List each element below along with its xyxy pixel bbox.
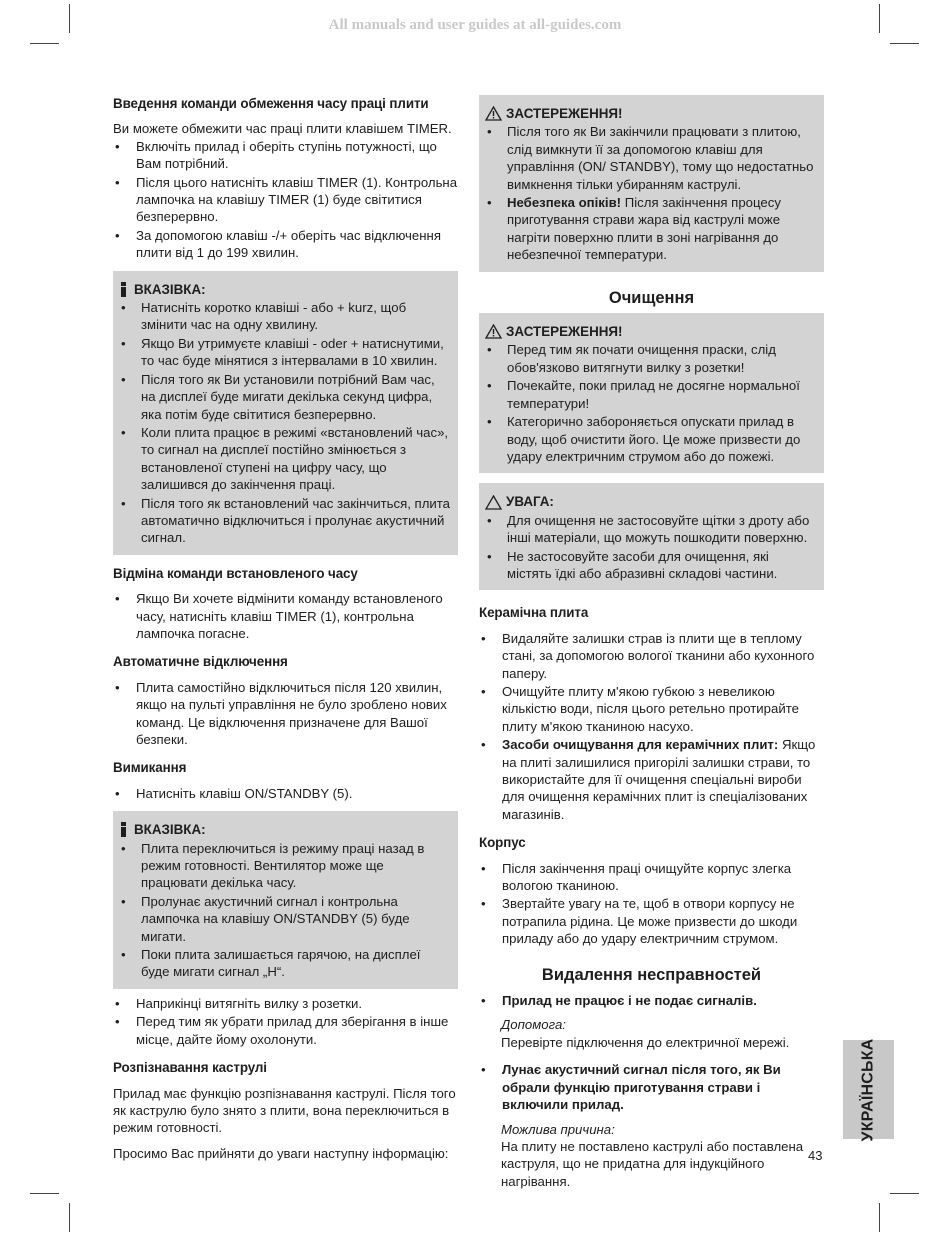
list-item: • Для очищення не застосовуйте щітки з дроту або інші матеріали, що можуть пошкодити поверхню. [485,512,816,547]
list-item: • Натисніть клавіш ON/STANDBY (5). [113,785,458,802]
warning-list [485,123,816,263]
warning-box [479,95,824,272]
auto-off-heading: Автоматичне відключення [113,654,288,670]
warning-title: ЗАСТЕРЕЖЕННЯ! [506,106,623,121]
list-item: • Категорично забороняється опускати прилад в воду, щоб очистити його. Це може призвести до удару електричним струмом або до пожежі. [485,413,816,465]
caution-box [479,483,824,590]
list-item: • Коли плита працює в режимі «встановлений час», то сигнал на дисплеї постійно змінюється з встановленої ступені на цифру часу, що залишився до закінчення праці. [119,424,450,494]
info-icon [119,282,128,297]
problem-item [479,1061,824,1113]
list-item: • Очищуйте плиту м'якою губкою з невеликою кількістю води, після цього ретельно протирайте плиту м'якою тканиною насухо. [479,683,824,735]
timer-heading: Введення команди обмеження часу праці плити [113,96,429,111]
info-icon [119,822,128,837]
list-item: • Почекайте, поки прилад не досягне нормальної температури! [485,377,816,412]
warning-title: ЗАСТЕРЕЖЕННЯ! [506,324,623,340]
solution-text: Перевірте підключення до електричної мережі. [501,1034,790,1050]
cause-label: Можлива причина: [501,1121,615,1137]
crop-mark [890,1193,919,1194]
list-item: • Не застосовуйте засоби для очищення, які містять їдкі або абразивні складові частини. [485,548,816,583]
burn-hazard-text: Після закінчення процесу приготування страви жара від каструлі може нагріти поверхню плити в зоні нагрівання до небезпечної температури. [507,195,781,263]
solution-label: Допомога: [501,1017,566,1033]
switch-off-list [113,785,458,802]
list-item: • Якщо Ви утримуєте клавіші - oder + натиснутими, то час буде мінятися з інтервалами в 10 хвилин. [119,335,450,370]
timer-intro: Ви можете обмежити час праці плити клавішем TIMER. [113,121,452,137]
list-item: • Включіть прилад і оберіть ступінь потужності, що Вам потрібний. [113,138,458,173]
pot-detect-note: Просимо Вас прийняти до уваги наступну інформацію: [113,1145,449,1161]
caution-header [485,493,816,510]
problem-item [479,992,824,1009]
housing-heading: Корпус [479,835,526,851]
page-number: 43 [808,1148,823,1163]
cleaning-agents-text: Якщо на плиті залишилися пригорілі залишки страви, то використайте для її очищення спеціальні вироби для очищення керамічних плит із спеціалізованих магазинів. [502,737,816,822]
burn-hazard-label: Небезпека опіків! [507,195,622,211]
caution-icon [485,495,502,510]
list-item: • Якщо Ви хочете відмінити команду встановленого часу, натисніть клавіш TIMER (1), контрольна лампочка погасне. [113,590,458,642]
cancel-list [113,590,458,642]
auto-off-list [113,679,458,749]
note-header [119,281,450,298]
list-item: • Пролунає акустичний сигнал і контрольна лампочка на клавішу ON/STANDBY (5) буде мигати. [119,893,450,945]
watermark: All manuals and user guides at all-guides.com [328,17,622,33]
caution-title: УВАГА: [506,494,554,510]
switch-off-heading: Вимикання [113,760,187,776]
cause-text: На плиту не поставлено каструлі або поставлена каструля, що не придатна для індукційного нагрівання. [501,1138,804,1189]
pot-detect-text: Прилад має функцію розпізнавання каструлі. Після того як каструлю було знято з плити, вона переключиться в режим готовності. [113,1085,456,1136]
list-item: • Після цього натисніть клавіш TIMER (1). Контрольна лампочка на клавішу TIMER (1) буде світитися безперервно. [113,174,458,226]
warning-icon [485,324,502,339]
cleaning-agents-label: Засоби очищування для керамічних плит: [502,737,779,753]
note-title: ВКАЗІВКА: [134,281,206,297]
crop-mark [69,1203,70,1232]
cleaning-title: Очищення [608,288,695,307]
warning-header [485,105,816,122]
note-box [113,271,458,555]
troubleshooting-list [479,992,824,1009]
troubleshooting-title: Видалення несправностей [541,965,762,984]
left-column [113,95,458,1162]
ceramic-list [479,630,824,823]
list-item: • Натисніть коротко клавіші - або + kurz, щоб змінити час на одну хвилину. [119,299,450,334]
list-item: • Після того як встановлений час закінчиться, плита автоматично відключиться і пролунає акустичний сигнал. [119,495,450,547]
troubleshooting-list [479,1061,824,1113]
list-item: • Після того як Ви установили потрібний Вам час, на дисплеї буде мигати декілька секунд цифра, яка потім буде світитися безперервно. [119,371,450,423]
warning-header [485,323,816,340]
cause-block [479,1121,824,1191]
language-tab-label: УКРАЇНСЬКА [859,1038,877,1141]
cancel-heading: Відміна команди встановленого часу [113,565,358,581]
crop-mark [879,1203,880,1232]
note-title: ВКАЗІВКА: [134,822,206,838]
list-item: • Після того як Ви закінчили працювати з плитою, слід вимкнути її за допомогою клавіш для управління (ON/ STANDBY), тому що недостатньо вимкнення тільки убиранням каструлі. [485,123,816,193]
warning-icon [485,106,502,121]
crop-mark [30,43,59,44]
crop-mark [890,43,919,44]
list-item: • Поки плита залишається гарячою, на дисплеї буде мигати сигнал „H“. [119,946,450,981]
list-item: • Наприкінці витягніть вилку з розетки. [113,995,458,1012]
right-column [479,95,824,1190]
list-item: • Видаляйте залишки страв із плити ще в теплому стані, за допомогою вологої тканини або кухонного паперу. [479,630,824,682]
list-item: • Перед тим як почати очищення праски, слід обов'язково витягнути вилку з розетки! [485,341,816,376]
problem-text: Прилад не працює і не подає сигналів. [502,993,757,1009]
pot-detect-heading: Розпізнавання каструлі [113,1060,267,1076]
list-item [485,194,816,264]
list-item: • Плита переключиться із режиму праці назад в режим готовності. Вентилятор може ще працювати декілька часу. [119,840,450,892]
list-item: • Плита самостійно відключиться після 120 хвилин, якщо на пульті управління не було зроблено нових команд. Це відключення призначене для Вашої безпеки. [113,679,458,749]
crop-mark [30,1193,59,1194]
warning-box [479,313,824,473]
problem-text: Лунає акустичний сигнал після того, як Ви обрали функцію приготування страви і включили прилад. [502,1062,781,1113]
timer-list [113,138,458,262]
note-box [113,811,458,989]
note-list [119,840,450,981]
after-list [113,995,458,1048]
caution-list [485,512,816,583]
housing-list [479,860,824,948]
note-header [119,821,450,838]
language-tab [843,1040,894,1139]
list-item [479,736,824,823]
ceramic-heading: Керамічна плита [479,605,589,621]
note-list [119,299,450,547]
list-item: • За допомогою клавіш -/+ оберіть час відключення плити від 1 до 199 хвилин. [113,227,458,262]
list-item: • Звертайте увагу на те, щоб в отвори корпусу не потрапила рідина. Це може призвести до шкоди приладу або до удару електричним струмом. [479,895,824,947]
warning-list [485,341,816,465]
list-item: • Після закінчення праці очищуйте корпус злегка вологою тканиною. [479,860,824,895]
list-item: • Перед тим як убрати прилад для зберігання в інше місце, дайте йому охолонути. [113,1013,458,1048]
solution-block [479,1016,824,1051]
